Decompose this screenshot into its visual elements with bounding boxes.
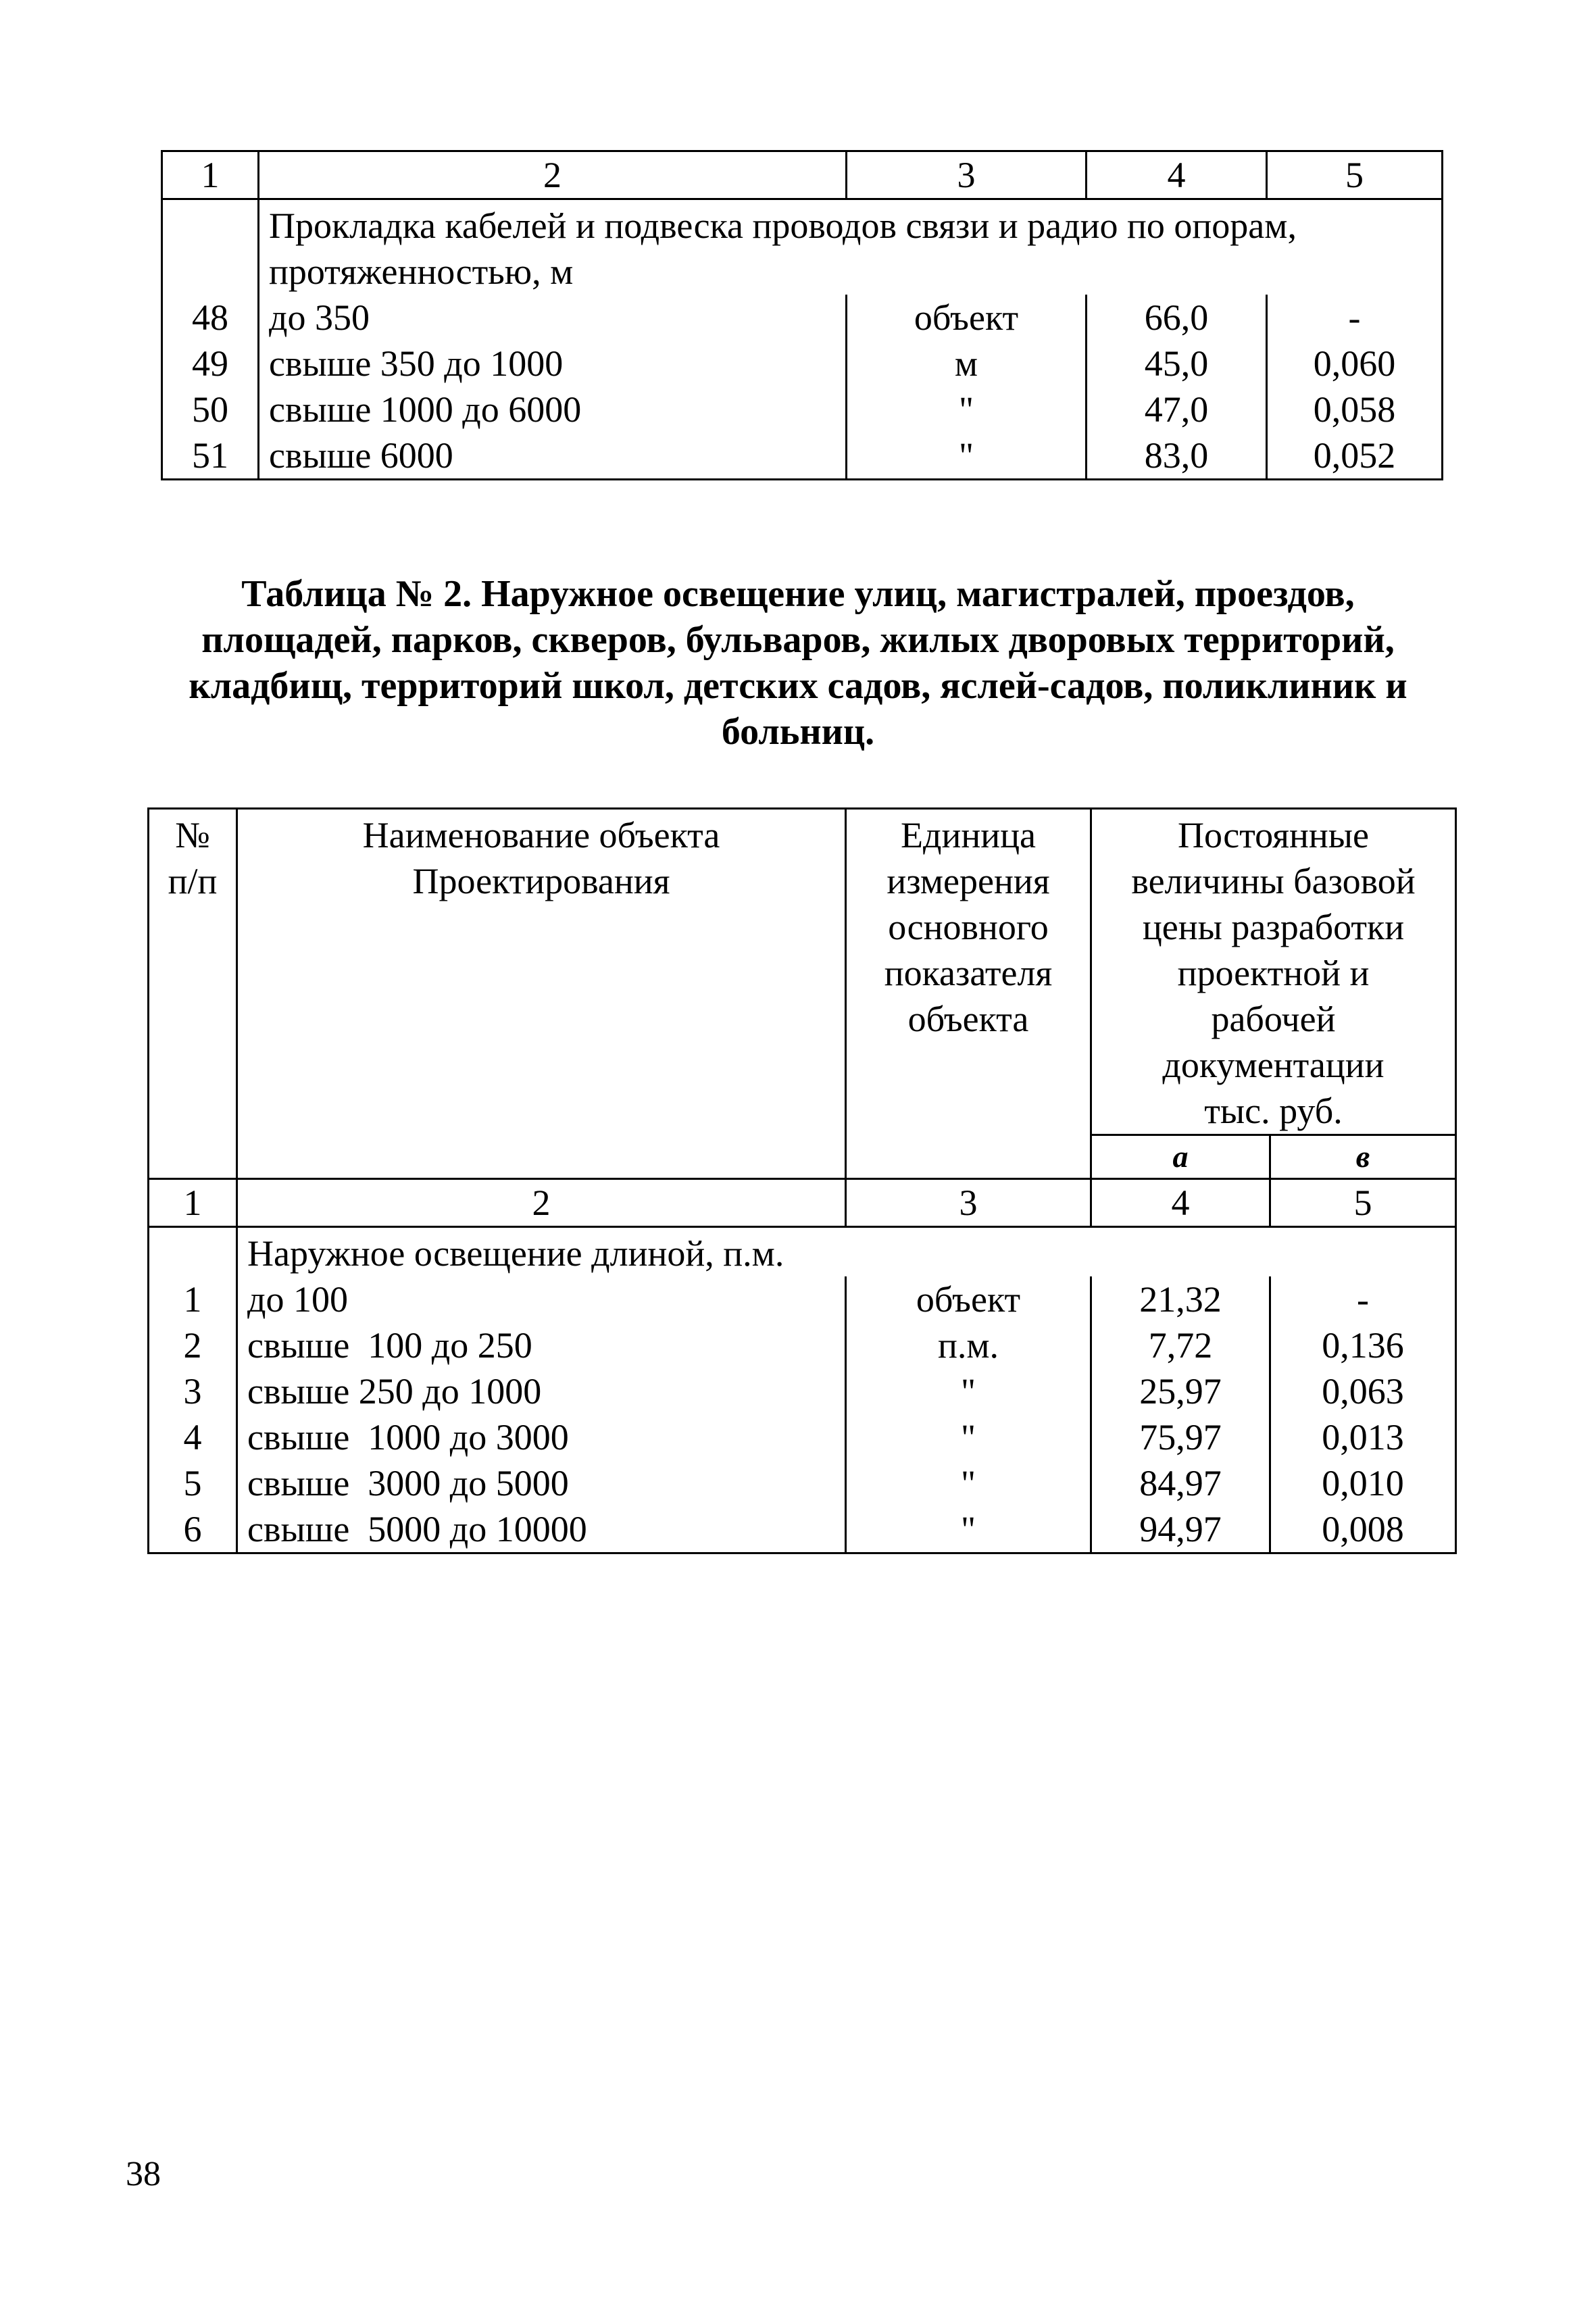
subhead-a: а	[1091, 1135, 1270, 1179]
table-row	[149, 1276, 1456, 1322]
table-row	[162, 387, 1443, 432]
table-lighting	[147, 807, 1457, 1554]
head-col-price	[1091, 809, 1456, 1135]
row-number: 3	[149, 1368, 237, 1414]
row-number: 51	[162, 432, 259, 480]
col-number: 4	[1087, 151, 1267, 199]
table-row	[162, 295, 1443, 341]
row-unit: п.м.	[846, 1322, 1091, 1368]
row-number: 4	[149, 1414, 237, 1460]
row-name: свыше 3000 до 5000	[237, 1460, 846, 1506]
row-value-b: 0,010	[1270, 1460, 1456, 1506]
page-number: 38	[126, 2155, 161, 2193]
row-name: свыше 6000	[259, 432, 847, 480]
row-name: до 350	[259, 295, 847, 341]
section-title: Наружное освещение длиной, п.м.	[237, 1227, 1456, 1277]
row-number: 6	[149, 1506, 237, 1553]
head-text: тыс. руб.	[1204, 1091, 1343, 1131]
section-row	[149, 1227, 1456, 1277]
table-row	[162, 432, 1443, 480]
row-value-a: 7,72	[1091, 1322, 1270, 1368]
title-line: Таблица № 2. Наружное освещение улиц, магистралей, проездов,	[241, 573, 1355, 615]
row-unit: "	[847, 432, 1087, 480]
col-number: 5	[1270, 1179, 1456, 1227]
row-number: 1	[149, 1276, 237, 1322]
col-number: 5	[1267, 151, 1443, 199]
subhead-b: в	[1270, 1135, 1456, 1179]
row-value-a: 66,0	[1087, 295, 1267, 341]
table-row	[149, 1460, 1456, 1506]
head-text: документации	[1162, 1045, 1385, 1085]
col-number: 1	[149, 1179, 237, 1227]
row-unit: "	[846, 1506, 1091, 1553]
row-value-b: 0,052	[1267, 432, 1443, 480]
row-name: свыше 1000 до 3000	[237, 1414, 846, 1460]
row-value-a: 21,32	[1091, 1276, 1270, 1322]
col-number: 2	[237, 1179, 846, 1227]
table-row	[162, 341, 1443, 387]
row-unit: "	[846, 1368, 1091, 1414]
row-number: 5	[149, 1460, 237, 1506]
head-text: №	[175, 815, 210, 855]
row-value-a: 47,0	[1087, 387, 1267, 432]
section-title-line: протяженностью, м	[269, 251, 574, 292]
head-text: объекта	[907, 999, 1029, 1039]
row-unit: "	[847, 387, 1087, 432]
table-head-row	[149, 809, 1456, 1135]
section-title-line: Прокладка кабелей и подвеска проводов связи и радио по опорам,	[269, 205, 1297, 246]
title-line: кладбищ, территорий школ, детских садов, яслей-садов, поликлиник и	[189, 665, 1407, 707]
row-name: свыше 5000 до 10000	[237, 1506, 846, 1553]
head-col-name	[237, 809, 846, 1179]
head-text: величины базовой	[1131, 861, 1416, 901]
head-text: проектной и	[1177, 953, 1370, 993]
row-number: 48	[162, 295, 259, 341]
head-text: показателя	[884, 953, 1053, 993]
row-name: свыше 1000 до 6000	[259, 387, 847, 432]
head-text: цены разработки	[1142, 907, 1405, 947]
empty-cell	[162, 199, 259, 295]
col-number: 1	[162, 151, 259, 199]
row-unit: "	[846, 1460, 1091, 1506]
row-value-a: 94,97	[1091, 1506, 1270, 1553]
row-value-b: 0,063	[1270, 1368, 1456, 1414]
table-header-row	[162, 151, 1443, 199]
empty-cell	[149, 1227, 237, 1277]
row-value-b: 0,013	[1270, 1414, 1456, 1460]
table-row	[149, 1368, 1456, 1414]
row-name: свыше 350 до 1000	[259, 341, 847, 387]
table-row	[149, 1322, 1456, 1368]
head-text: п/п	[168, 861, 218, 901]
table-number-row	[149, 1179, 1456, 1227]
row-number: 50	[162, 387, 259, 432]
head-text: Постоянные	[1177, 815, 1370, 855]
row-unit: объект	[846, 1276, 1091, 1322]
row-value-b: 0,058	[1267, 387, 1443, 432]
head-text: Наименование объекта	[362, 815, 720, 855]
head-text: измерения	[887, 861, 1050, 901]
row-value-a: 25,97	[1091, 1368, 1270, 1414]
col-number: 4	[1091, 1179, 1270, 1227]
row-name: свыше 250 до 1000	[237, 1368, 846, 1414]
title-line: площадей, парков, скверов, бульваров, жилых дворовых территорий,	[201, 619, 1395, 661]
table-title	[135, 571, 1461, 755]
section-title	[259, 199, 1443, 295]
head-text: рабочей	[1211, 999, 1336, 1039]
head-text: Проектирования	[412, 861, 670, 901]
row-unit: объект	[847, 295, 1087, 341]
row-value-b: 0,008	[1270, 1506, 1456, 1553]
row-unit: "	[846, 1414, 1091, 1460]
title-line: больниц.	[721, 711, 875, 753]
table-cables	[161, 150, 1443, 480]
row-unit: м	[847, 341, 1087, 387]
row-value-a: 45,0	[1087, 341, 1267, 387]
head-text: основного	[888, 907, 1049, 947]
row-number: 49	[162, 341, 259, 387]
row-name: свыше 100 до 250	[237, 1322, 846, 1368]
head-col-num	[149, 809, 237, 1179]
col-number: 3	[846, 1179, 1091, 1227]
section-row	[162, 199, 1443, 295]
col-number: 2	[259, 151, 847, 199]
row-number: 2	[149, 1322, 237, 1368]
head-col-unit	[846, 809, 1091, 1179]
row-value-a: 75,97	[1091, 1414, 1270, 1460]
row-value-b: 0,136	[1270, 1322, 1456, 1368]
table-row	[149, 1506, 1456, 1553]
row-value-b: -	[1270, 1276, 1456, 1322]
head-text: Единица	[900, 815, 1037, 855]
row-value-a: 83,0	[1087, 432, 1267, 480]
row-value-b: -	[1267, 295, 1443, 341]
row-value-b: 0,060	[1267, 341, 1443, 387]
table-row	[149, 1414, 1456, 1460]
row-name: до 100	[237, 1276, 846, 1322]
col-number: 3	[847, 151, 1087, 199]
row-value-a: 84,97	[1091, 1460, 1270, 1506]
